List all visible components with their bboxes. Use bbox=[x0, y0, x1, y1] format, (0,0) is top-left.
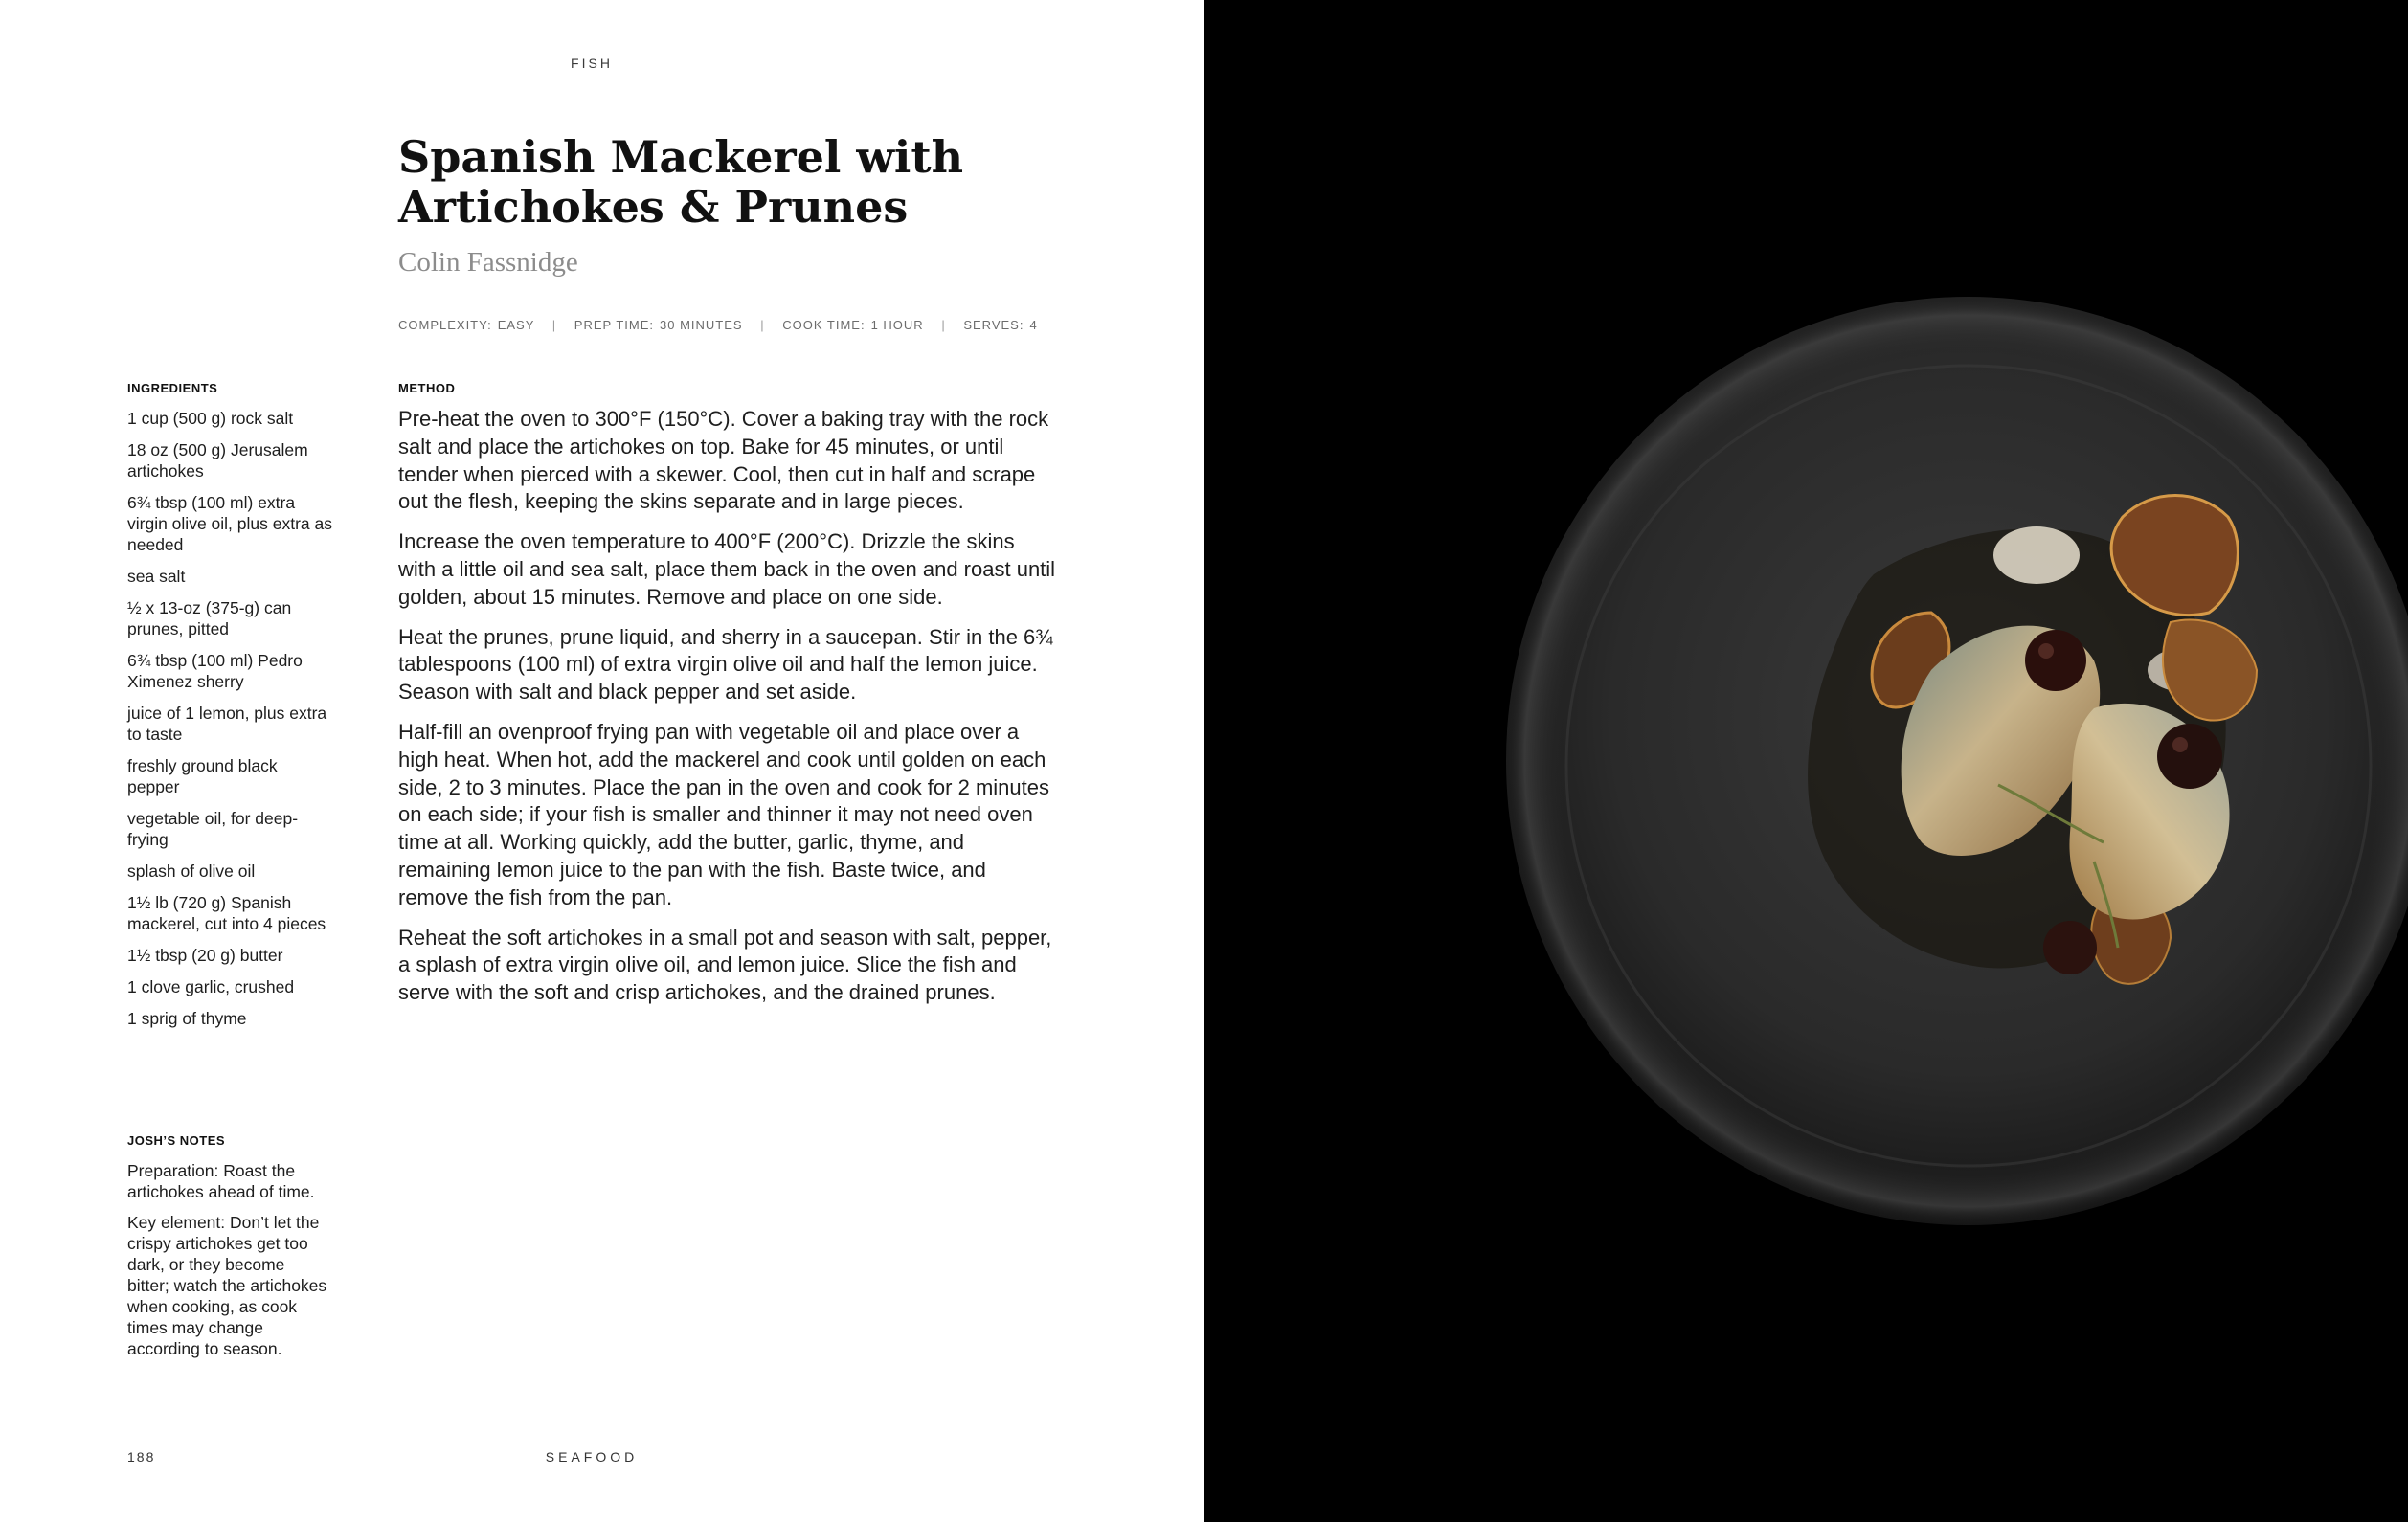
method-step: Pre-heat the oven to 300°F (150°C). Cover a baking tray with the rock salt and place the artichokes on top. Bake for 45 minutes, or until tender when pierced with a skewer. Cool, then cut in half and scrape out the flesh, keeping the skins separate and in large pieces. bbox=[398, 407, 1049, 514]
prep-time-value: 30 MINUTES bbox=[660, 318, 743, 332]
method-step: Increase the oven temperature to 400°F (200°C). Drizzle the skins with a little oil and sea salt, place them back in the oven and roast until golden, about 15 minutes. Remove and place on one side. bbox=[398, 529, 1056, 609]
ingredients-heading: INGREDIENTS bbox=[127, 381, 218, 395]
cook-time-value: 1 HOUR bbox=[870, 318, 924, 332]
prune bbox=[2157, 724, 2222, 789]
meta-separator: | bbox=[551, 318, 557, 332]
notes-body bbox=[127, 1160, 328, 1369]
section-tag: FISH bbox=[571, 56, 613, 71]
recipe-title: Spanish Mackerel with Artichokes & Prunes bbox=[398, 131, 964, 233]
dish-photo bbox=[1204, 0, 2408, 1522]
ingredient-item: vegetable oil, for deep-frying bbox=[127, 809, 299, 849]
ingredient-item: 6¾ tbsp (100 ml) extra virgin olive oil, plus extra as needed bbox=[127, 493, 332, 554]
ingredients-list bbox=[127, 408, 333, 1040]
method-heading: METHOD bbox=[398, 381, 456, 395]
ingredient-item: 1½ tbsp (20 g) butter bbox=[127, 946, 283, 965]
note-item: Key element: Don’t let the crispy artichokes get too dark, or they become bitter; watch the artichokes when cooking, as cook times may change according to season. bbox=[127, 1213, 327, 1358]
ingredient-item: freshly ground black pepper bbox=[127, 756, 278, 796]
method-step: Heat the prunes, prune liquid, and sherry in a saucepan. Stir in the 6¾ tablespoons (100 ml) of extra virgin olive oil and half the lemon juice. Season with salt and black pepper and set aside. bbox=[398, 624, 1053, 705]
ingredient-item: ½ x 13-oz (375-g) can prunes, pitted bbox=[127, 598, 292, 638]
notes-heading: JOSH’S NOTES bbox=[127, 1133, 226, 1148]
cook-time-label: COOK TIME: bbox=[782, 318, 866, 332]
ingredient-item: 1 clove garlic, crushed bbox=[127, 977, 295, 996]
note-item: Preparation: Roast the artichokes ahead of time. bbox=[127, 1161, 315, 1201]
complexity-label: COMPLEXITY: bbox=[398, 318, 492, 332]
method-step: Half-fill an ovenproof frying pan with vegetable oil and place over a high heat. When hot, add the mackerel and cook until golden on each side, 2 to 3 minutes. Place the pan in the oven and cook for 2 minutes on each side; if your fish is smaller and thinner it may not need oven time at all. Working quickly, add the butter, garlic, thyme, and remaining lemon juice to the pan with the fish. Baste twice, and remove the fish from the pan. bbox=[398, 719, 1049, 909]
serves-value: 4 bbox=[1029, 318, 1038, 332]
ingredient-item: sea salt bbox=[127, 567, 186, 586]
artichoke-puree bbox=[1993, 526, 2080, 584]
method-step: Reheat the soft artichokes in a small pot and season with salt, pepper, a splash of extra virgin olive oil, and lemon juice. Slice the fish and serve with the soft and crisp artichokes, and the drained prunes. bbox=[398, 925, 1052, 1005]
prune bbox=[2025, 630, 2086, 691]
ingredient-item: 1 sprig of thyme bbox=[127, 1009, 247, 1028]
prune bbox=[2043, 921, 2097, 974]
ingredient-item: splash of olive oil bbox=[127, 862, 256, 881]
ingredient-item: 6¾ tbsp (100 ml) Pedro Ximenez sherry bbox=[127, 651, 303, 691]
prune-highlight bbox=[2172, 737, 2188, 752]
method-body bbox=[398, 406, 1057, 1019]
dish-photo-page bbox=[1204, 0, 2408, 1522]
recipe-meta bbox=[398, 318, 1038, 332]
meta-separator: | bbox=[760, 318, 765, 332]
ingredient-item: juice of 1 lemon, plus extra to taste bbox=[127, 704, 327, 744]
ingredient-item: 1 cup (500 g) rock salt bbox=[127, 409, 294, 428]
meta-separator: | bbox=[941, 318, 946, 332]
prep-time-label: PREP TIME: bbox=[574, 318, 655, 332]
footer-section: SEAFOOD bbox=[545, 1449, 639, 1465]
complexity-value: EASY bbox=[497, 318, 535, 332]
prune-highlight bbox=[2038, 643, 2054, 659]
ingredient-item: 18 oz (500 g) Jerusalem artichokes bbox=[127, 440, 308, 481]
ingredient-item: 1½ lb (720 g) Spanish mackerel, cut into 4 pieces bbox=[127, 893, 326, 933]
recipe-author: Colin Fassnidge bbox=[398, 247, 578, 278]
serves-label: SERVES: bbox=[963, 318, 1024, 332]
page-number: 188 bbox=[127, 1449, 156, 1465]
